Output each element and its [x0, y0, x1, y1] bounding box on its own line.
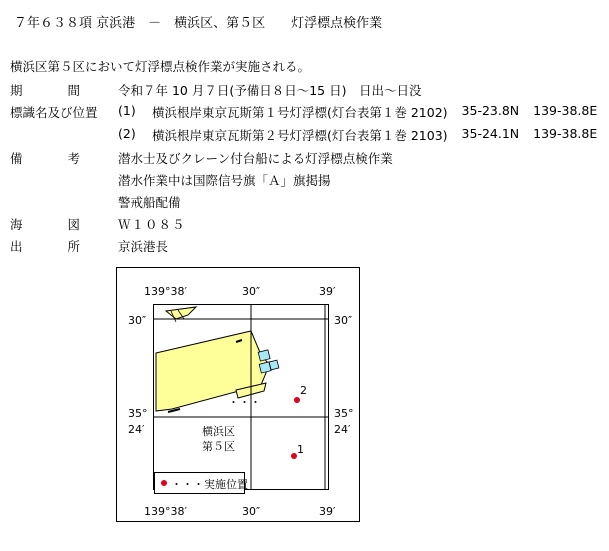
- remarks-line-1: 潜水士及びクレーン付台船による灯浮標点検作業: [118, 151, 393, 166]
- remarks-line-3: 警戒船配備: [118, 195, 181, 210]
- buoy-label-1: 1: [297, 443, 304, 456]
- bottom-lon-2: 30″: [242, 505, 261, 518]
- buoy-marker-1: [291, 453, 297, 459]
- bottom-lon-3: 39′: [319, 505, 336, 518]
- source-label: 出 所: [10, 239, 80, 254]
- period-value: 令和７年 10 月７日(予備日８日～15 日) 日出～日没: [118, 83, 422, 98]
- left-lat-1: 30″: [128, 314, 147, 327]
- position-label: 標識名及び位置: [10, 105, 98, 120]
- top-lon-1: 139°38′: [144, 285, 187, 298]
- left-lat-2: 35°: [128, 407, 148, 420]
- tank-1: [258, 350, 270, 361]
- area-label-2: 第５区: [202, 440, 235, 453]
- top-lon-3: 39′: [319, 285, 336, 298]
- buoy-marker-2: [294, 397, 300, 403]
- right-lat-3: 24′: [334, 423, 351, 436]
- buoy-label-2: 2: [300, 384, 307, 397]
- area-label-1: 横浜区: [202, 425, 235, 438]
- remarks-line-2: 潜水作業中は国際信号旗「Ａ」旗掲揚: [118, 173, 331, 188]
- legend-text: ・・・実施位置: [171, 478, 248, 491]
- location-map: [116, 267, 360, 522]
- bottom-lon-1: 139°38′: [144, 505, 187, 518]
- source-value: 京浜港長: [118, 239, 169, 254]
- legend-marker: [161, 480, 167, 486]
- period-label: 期 間: [10, 83, 80, 98]
- tank-3: [269, 360, 279, 370]
- right-lat-1: 30″: [334, 314, 353, 327]
- remarks-label: 備 考: [10, 151, 80, 166]
- top-lon-2: 30″: [242, 285, 261, 298]
- chart-value: Ｗ１０８５: [118, 217, 186, 232]
- right-lat-2: 35°: [334, 407, 354, 420]
- notice-title: ７年６３８項 京浜港 － 横浜区、第５区 灯浮標点検作業: [14, 16, 383, 31]
- position-item-1: (1) 横浜根岸東京瓦斯第１号灯浮標(灯台表第１巻 2102) 35-23.8N 139-38.8E: [118, 103, 598, 120]
- notice-intro: 横浜区第５区において灯浮標点検作業が実施される。: [10, 59, 311, 74]
- map-dots: ・・・: [228, 396, 261, 409]
- chart-label: 海 図: [10, 217, 80, 232]
- position-item-2: (2) 横浜根岸東京瓦斯第２号灯浮標(灯台表第１巻 2103) 35-24.1N 139-38.8E: [118, 126, 598, 143]
- left-lat-3: 24′: [128, 423, 145, 436]
